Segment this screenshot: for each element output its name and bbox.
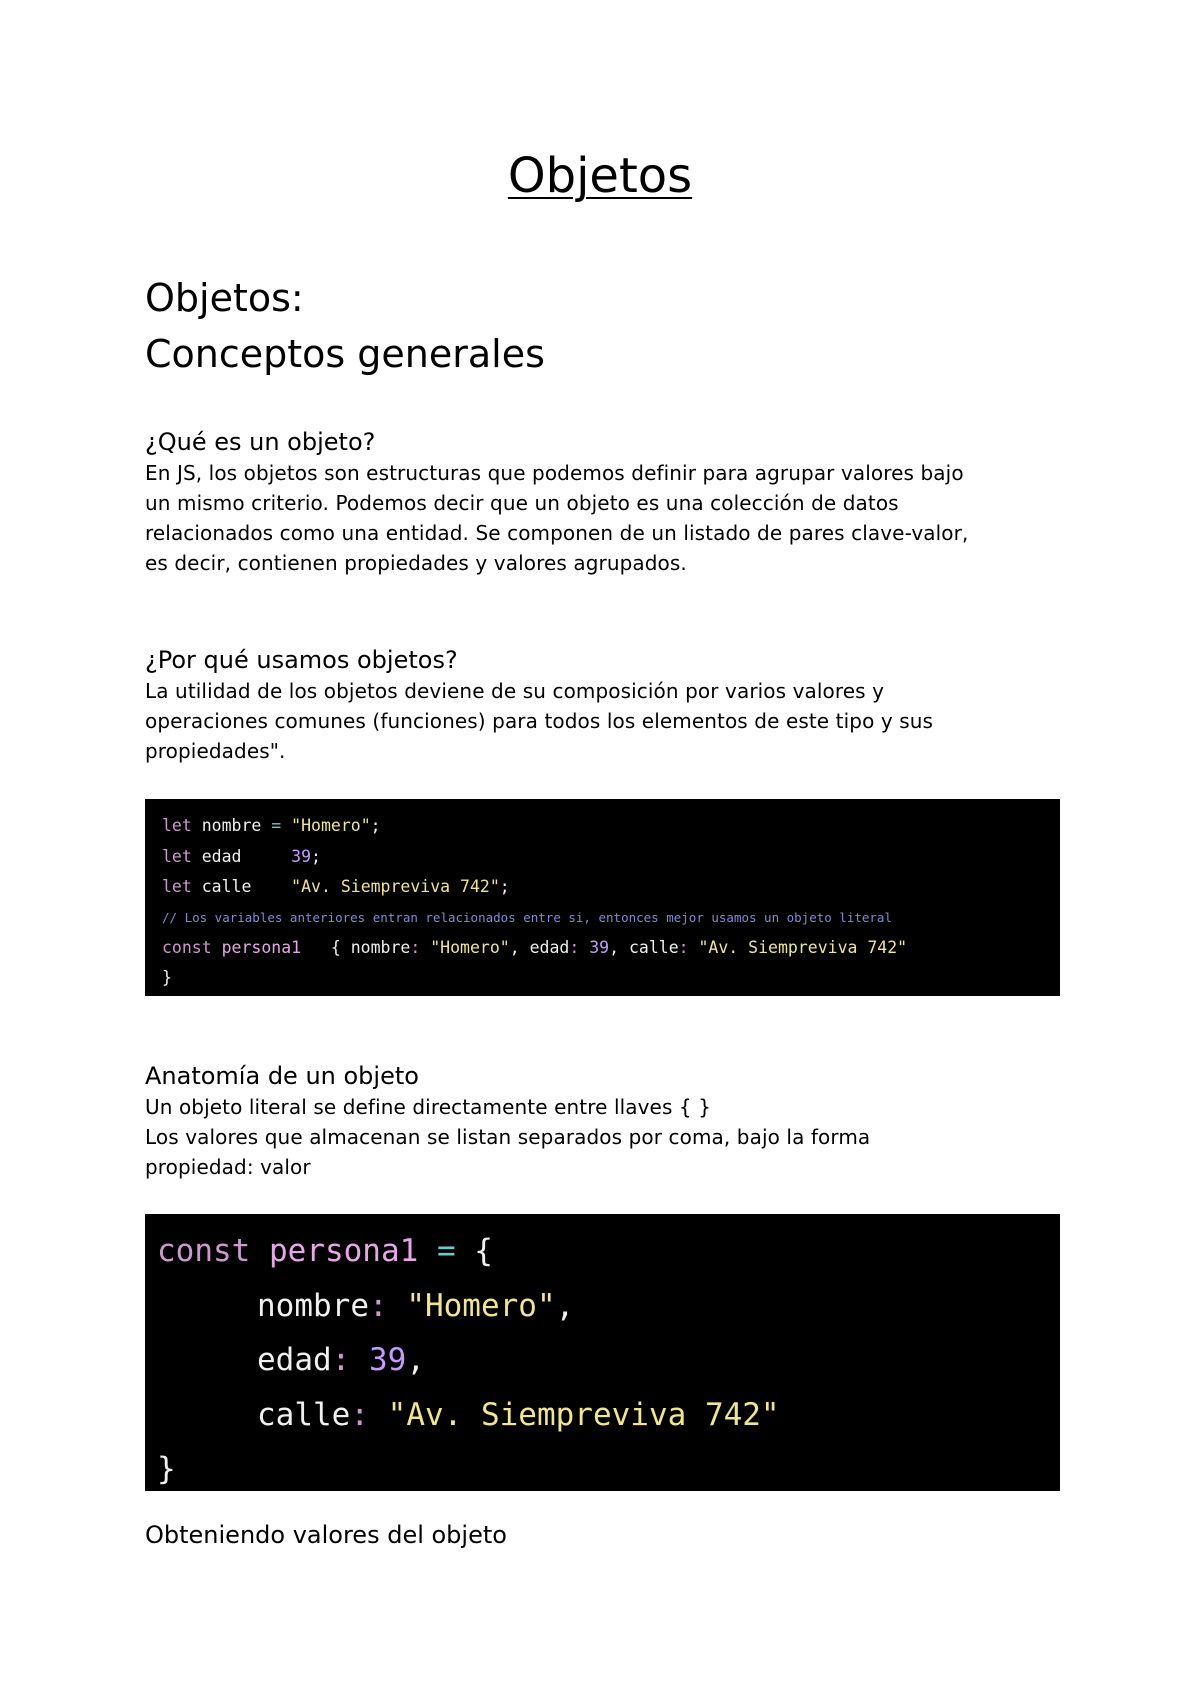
paragraph-line: La utilidad de los objetos deviene de su composición por varios valores y <box>145 679 885 703</box>
section-heading <box>145 270 1065 382</box>
document-title: Objetos <box>507 148 693 204</box>
code-closing-brace: } <box>157 1451 176 1487</box>
code-comment: // Los variables anteriores entran relacionados entre si, entonces mejor usamos un objeto literal <box>162 909 892 925</box>
paragraph-line: relacionados como una entidad. Se componen de un listado de pares clave-valor, <box>145 521 969 545</box>
heading-obteniendo-valores: Obteniendo valores del objeto <box>145 1521 507 1549</box>
section-heading-line1: Objetos: <box>145 276 304 320</box>
paragraph-line: propiedad: valor <box>145 1155 311 1179</box>
paragraph-line: En JS, los objetos son estructuras que podemos definir para agrupar valores bajo <box>145 461 964 485</box>
code-line: edad: 39, <box>257 1342 425 1378</box>
paragraph-line: Un objeto literal se define directamente entre llaves { } <box>145 1095 712 1119</box>
heading-por-que-usamos-objetos: ¿Por qué usamos objetos? <box>145 646 458 674</box>
paragraph-que-es-un-objeto <box>145 458 1065 578</box>
paragraph-line: un mismo criterio. Podemos decir que un objeto es una colección de datos <box>145 491 899 515</box>
code-line: let nombre = "Homero"; <box>162 816 381 835</box>
section-heading-line2: Conceptos generales <box>145 332 545 376</box>
code-closing-brace: } <box>162 968 172 987</box>
paragraph-line: propiedades". <box>145 739 286 763</box>
paragraph-line: Los valores que almacenan se listan separados por coma, bajo la forma <box>145 1125 871 1149</box>
heading-que-es-un-objeto: ¿Qué es un objeto? <box>145 428 376 456</box>
code-line: calle: "Av. Siempreviva 742" <box>257 1396 780 1433</box>
paragraph-line: operaciones comunes (funciones) para todos los elementos de este tipo y sus <box>145 709 934 733</box>
code-snippet-object-literal <box>145 1214 1060 1491</box>
paragraph-anatomia <box>145 1092 1065 1182</box>
code-line: let calle "Av. Siempreviva 742"; <box>162 877 510 896</box>
heading-anatomia-de-un-objeto: Anatomía de un objeto <box>145 1062 419 1090</box>
code-line: nombre: "Homero", <box>257 1287 575 1324</box>
paragraph-por-que-usamos-objetos <box>145 676 1065 766</box>
document-content <box>145 270 1065 1551</box>
paragraph-line: es decir, contienen propiedades y valores agrupados. <box>145 551 687 575</box>
code-line: let edad 39; <box>162 846 321 866</box>
code-line: const persona1 = { <box>157 1233 493 1269</box>
code-line: const persona1 { nombre: "Homero", edad: 39, calle: "Av. Siempreviva 742" <box>162 937 908 957</box>
code-snippet-variables <box>145 799 1060 996</box>
